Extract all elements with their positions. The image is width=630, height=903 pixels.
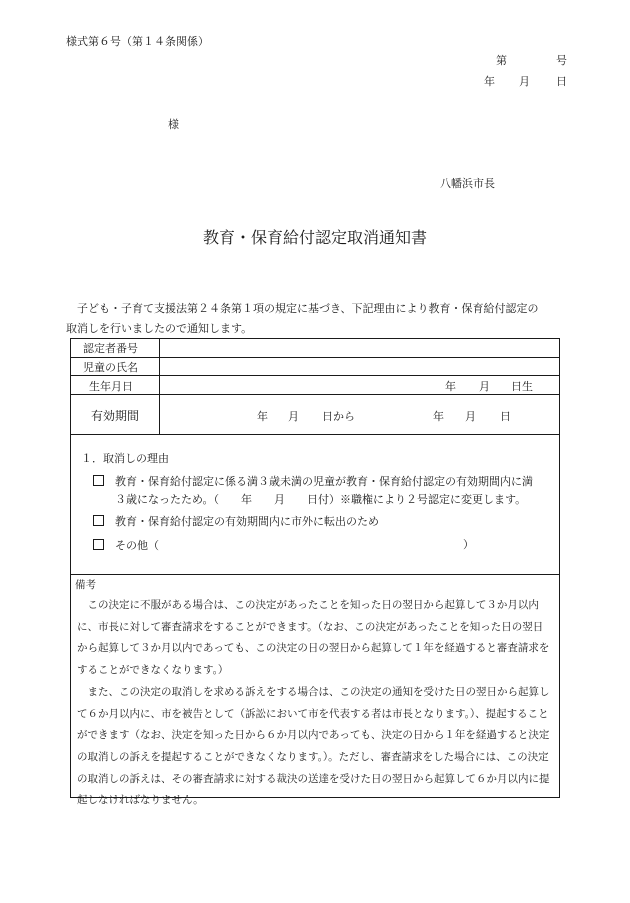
document-number-prefix: 第 [496, 54, 507, 67]
intro-line-2: 取消しを行いましたので通知します。 [66, 322, 253, 335]
table-row-divider [71, 357, 559, 358]
birthdate-day: 日生 [511, 380, 533, 393]
checkbox-reason-1[interactable] [93, 475, 104, 486]
reason-option-3-text: その他（ [115, 539, 159, 552]
document-title: 教育・保育給付認定取消通知書 [202, 228, 427, 247]
intro-text [66, 299, 566, 339]
validity-to-year: 年 [433, 410, 444, 423]
remarks-heading: 備考 [75, 579, 96, 591]
table-row-divider [71, 394, 559, 395]
reason-option-2 [93, 515, 379, 527]
reason-option-3-close: ） [463, 538, 474, 551]
validity-from-month: 月 [288, 410, 299, 423]
child-name-label: 児童の氏名 [83, 361, 138, 374]
document-number-suffix: 号 [556, 54, 567, 67]
validity-to-day: 日 [500, 410, 511, 423]
birthdate-month: 月 [479, 380, 490, 393]
reason-option-3 [93, 539, 159, 551]
birthdate-label: 生年月日 [89, 380, 133, 393]
reason-option-2-text: 教育・保育給付認定の有効期間内に市外に転出のため [115, 515, 379, 528]
certified-number-label: 認定者番号 [83, 342, 138, 355]
date-day-label: 日 [556, 75, 567, 88]
checkbox-reason-2[interactable] [93, 515, 104, 526]
reasons-heading: １．取消しの理由 [81, 452, 169, 465]
form-number: 様式第６号（第１４条関係） [66, 35, 209, 48]
reason-option-1-continued: ３歳になったため。（ 年 月 日付）※職権により２号認定に変更します。 [115, 493, 527, 506]
remarks-text [77, 595, 553, 812]
validity-to-month: 月 [465, 410, 476, 423]
intro-line-1: 子ども・子育て支援法第２４条第１項の規定に基づき、下記理由により教育・保育給付認定の [77, 302, 539, 315]
validity-from-day: 日から [322, 410, 355, 423]
remarks-paragraph-2: また、この決定の取消しを求める訴えをする場合は、この決定の通知を受けた日の翌日から起算して６か月以内に、市を被告として（訴訟において市を代表する者は市長となります。）、提起することができます（なお、決定を知った日から６か月以内であっても、決定の日から１年を経過すると決定の取消しの訴えを提起することができなくなります。）。ただし、審査請求をした場合には、この決定の取消しの訴えは、その審査請求に対する裁決の送達を受けた日の翌日から起算して６か月以内に提起しなければなりません。 [77, 685, 550, 807]
remarks-paragraph-1: この決定に不服がある場合は、この決定があったことを知った日の翌日から起算して３か月以内に、市長に対して審査請求をすることができます。（なお、この決定があったことを知った日の翌日から起算して３か月以内であっても、この決定の日の翌日から起算して１年を経過すると審査請求をすることができなくなります。） [77, 599, 550, 677]
sender-name: 八幡浜市長 [440, 177, 495, 190]
table-row-divider [71, 375, 559, 376]
cancellation-reasons-box [70, 435, 560, 575]
reason-option-1 [93, 475, 533, 487]
info-table [70, 338, 560, 435]
remarks-box [70, 575, 560, 807]
reason-option-1-text: 教育・保育給付認定に係る満３歳未満の児童が教育・保育給付認定の有効期間内に満 [115, 475, 533, 488]
date-month-label: 月 [519, 75, 530, 88]
table-column-divider [159, 339, 160, 434]
checkbox-reason-other[interactable] [93, 539, 104, 550]
date-year-label: 年 [484, 75, 495, 88]
birthdate-year: 年 [445, 380, 456, 393]
validity-period-label: 有効期間 [91, 409, 140, 423]
validity-from-year: 年 [257, 410, 268, 423]
addressee-honorific: 様 [168, 118, 179, 131]
